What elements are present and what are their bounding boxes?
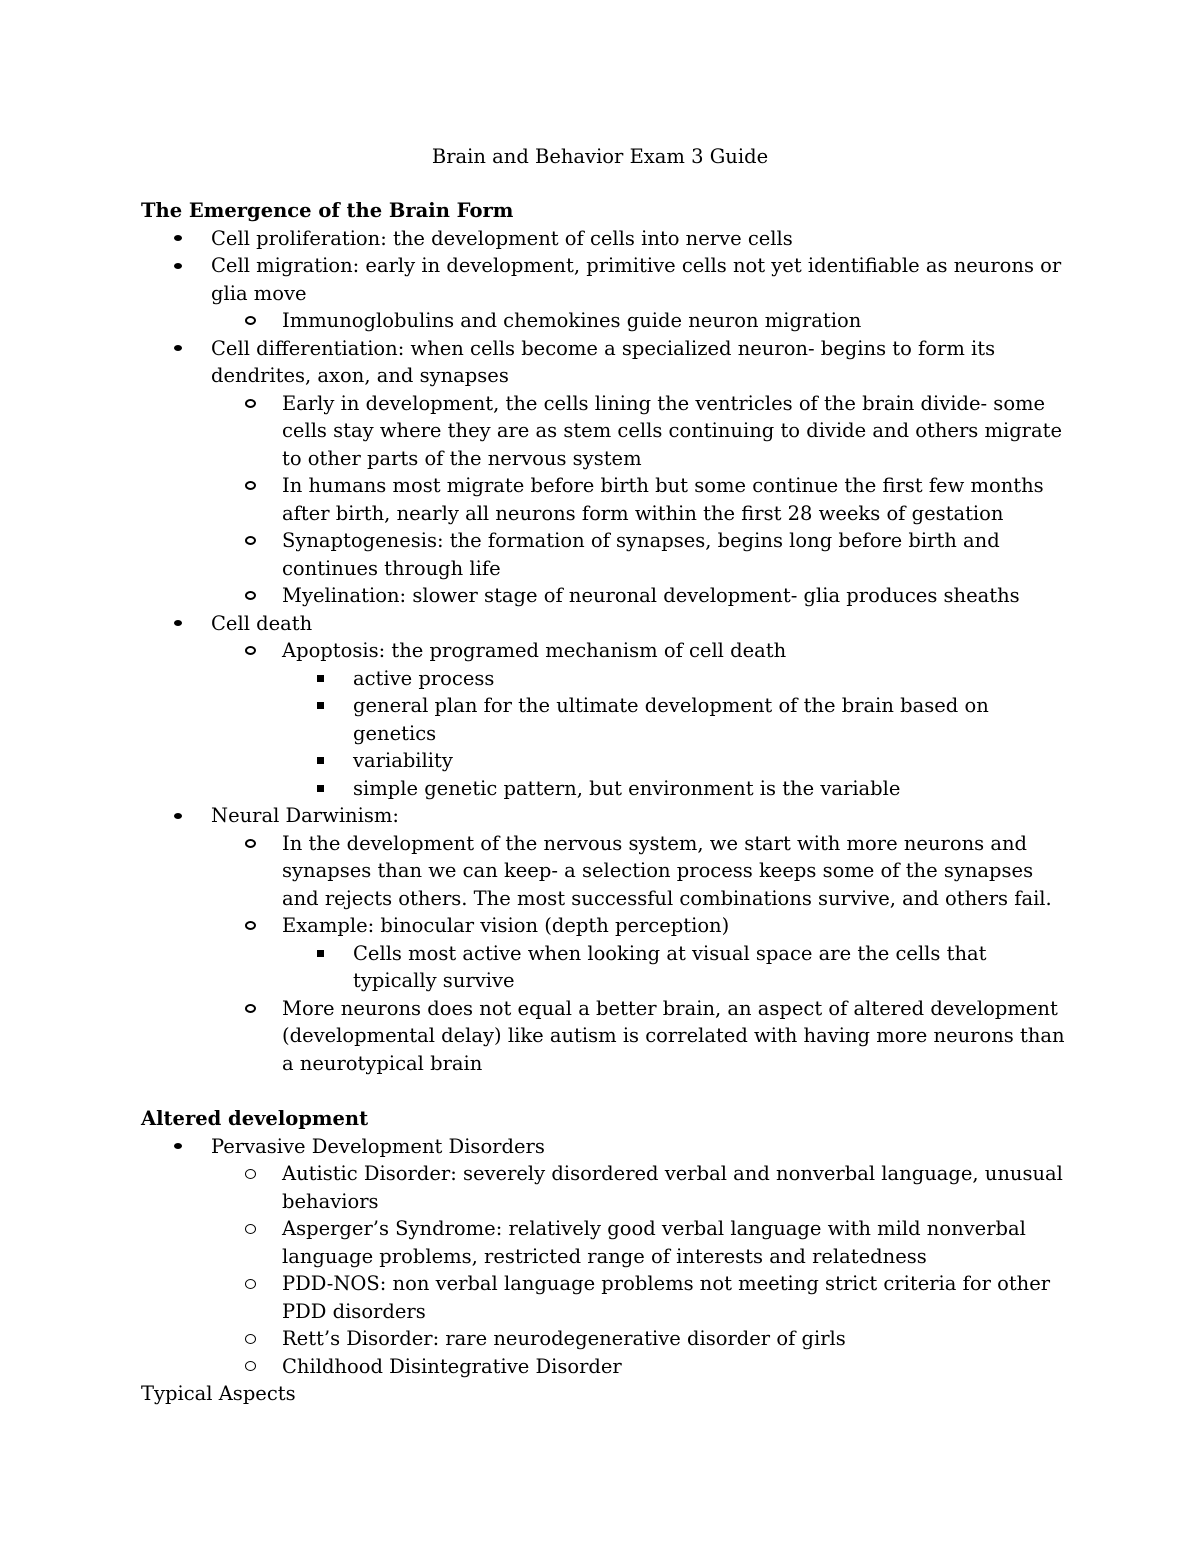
bullet-list bbox=[141, 1133, 1071, 1381]
circle-bullet-icon bbox=[245, 1279, 256, 1289]
square-bullet-icon bbox=[317, 702, 324, 709]
list-item: More neurons does not equal a better brain, an aspect of altered development (developmental delay) like autism is correlated with having more neurons than a neurotypical brain bbox=[141, 995, 1071, 1078]
bullet-icon bbox=[174, 1143, 182, 1149]
bullet-icon bbox=[174, 263, 182, 269]
square-bullet-icon bbox=[317, 950, 324, 957]
circle-bullet-icon bbox=[245, 1004, 256, 1013]
bullet-icon bbox=[174, 345, 182, 351]
square-bullet-icon bbox=[317, 785, 324, 792]
circle-bullet-icon bbox=[245, 536, 256, 545]
bullet-list bbox=[141, 225, 1071, 1078]
circle-bullet-icon bbox=[245, 316, 256, 325]
bullet-icon bbox=[174, 813, 182, 819]
bullet-icon bbox=[174, 235, 182, 241]
list-item: Cell death bbox=[141, 610, 1071, 638]
list-item: Immunoglobulins and chemokines guide neuron migration bbox=[141, 307, 1071, 335]
list-item: Apoptosis: the programed mechanism of cell death bbox=[141, 637, 1071, 665]
list-item: Cell migration: early in development, primitive cells not yet identifiable as neurons or glia move bbox=[141, 252, 1071, 307]
section-heading: The Emergence of the Brain Form bbox=[141, 199, 514, 222]
list-item: Cells most active when looking at visual space are the cells that typically survive bbox=[141, 940, 1071, 995]
list-item: active process bbox=[141, 665, 1071, 693]
list-item: Childhood Disintegrative Disorder bbox=[141, 1353, 1071, 1381]
list-item: Asperger’s Syndrome: relatively good verbal language with mild nonverbal language problems, restricted range of interests and relatedness bbox=[141, 1215, 1071, 1270]
circle-bullet-icon bbox=[245, 399, 256, 408]
circle-bullet-icon bbox=[245, 1224, 256, 1234]
list-item: Autistic Disorder: severely disordered verbal and nonverbal language, unusual behaviors bbox=[141, 1160, 1071, 1215]
circle-bullet-icon bbox=[245, 839, 256, 848]
list-item: In the development of the nervous system, we start with more neurons and synapses than we can keep- a selection process keeps some of the synapses and rejects others. The most successful combinations survive, and others fail. bbox=[141, 830, 1071, 913]
list-item: Rett’s Disorder: rare neurodegenerative disorder of girls bbox=[141, 1325, 1071, 1353]
section-heading: Altered development bbox=[141, 1107, 369, 1130]
square-bullet-icon bbox=[317, 675, 324, 682]
list-item: In humans most migrate before birth but some continue the first few months after birth, nearly all neurons form within the first 28 weeks of gestation bbox=[141, 472, 1071, 527]
list-item: general plan for the ultimate development of the brain based on genetics bbox=[141, 692, 1071, 747]
circle-bullet-icon bbox=[245, 481, 256, 490]
document-body bbox=[141, 197, 1071, 1408]
circle-bullet-icon bbox=[245, 1361, 256, 1371]
list-item: Neural Darwinism: bbox=[141, 802, 1071, 830]
document-title: Brain and Behavior Exam 3 Guide bbox=[431, 145, 769, 168]
paragraph: Typical Aspects bbox=[141, 1382, 296, 1405]
list-item: Example: binocular vision (depth perception) bbox=[141, 912, 1071, 940]
list-item: PDD-NOS: non verbal language problems not meeting strict criteria for other PDD disorders bbox=[141, 1270, 1071, 1325]
bullet-icon bbox=[174, 620, 182, 626]
circle-bullet-icon bbox=[245, 646, 256, 655]
list-item: variability bbox=[141, 747, 1071, 775]
list-item: Myelination: slower stage of neuronal development- glia produces sheaths bbox=[141, 582, 1071, 610]
list-item: Early in development, the cells lining the ventricles of the brain divide- some cells stay where they are as stem cells continuing to divide and others migrate to other parts of the nervous system bbox=[141, 390, 1071, 473]
circle-bullet-icon bbox=[245, 591, 256, 600]
list-item: Synaptogenesis: the formation of synapses, begins long before birth and continues through life bbox=[141, 527, 1071, 582]
circle-bullet-icon bbox=[245, 921, 256, 930]
list-item: Pervasive Development Disorders bbox=[141, 1133, 1071, 1161]
list-item: simple genetic pattern, but environment is the variable bbox=[141, 775, 1071, 803]
spacer bbox=[141, 1077, 1071, 1105]
square-bullet-icon bbox=[317, 757, 324, 764]
list-item: Cell differentiation: when cells become a specialized neuron- begins to form its dendrites, axon, and synapses bbox=[141, 335, 1071, 390]
list-item: Cell proliferation: the development of cells into nerve cells bbox=[141, 225, 1071, 253]
circle-bullet-icon bbox=[245, 1334, 256, 1344]
circle-bullet-icon bbox=[245, 1169, 256, 1179]
